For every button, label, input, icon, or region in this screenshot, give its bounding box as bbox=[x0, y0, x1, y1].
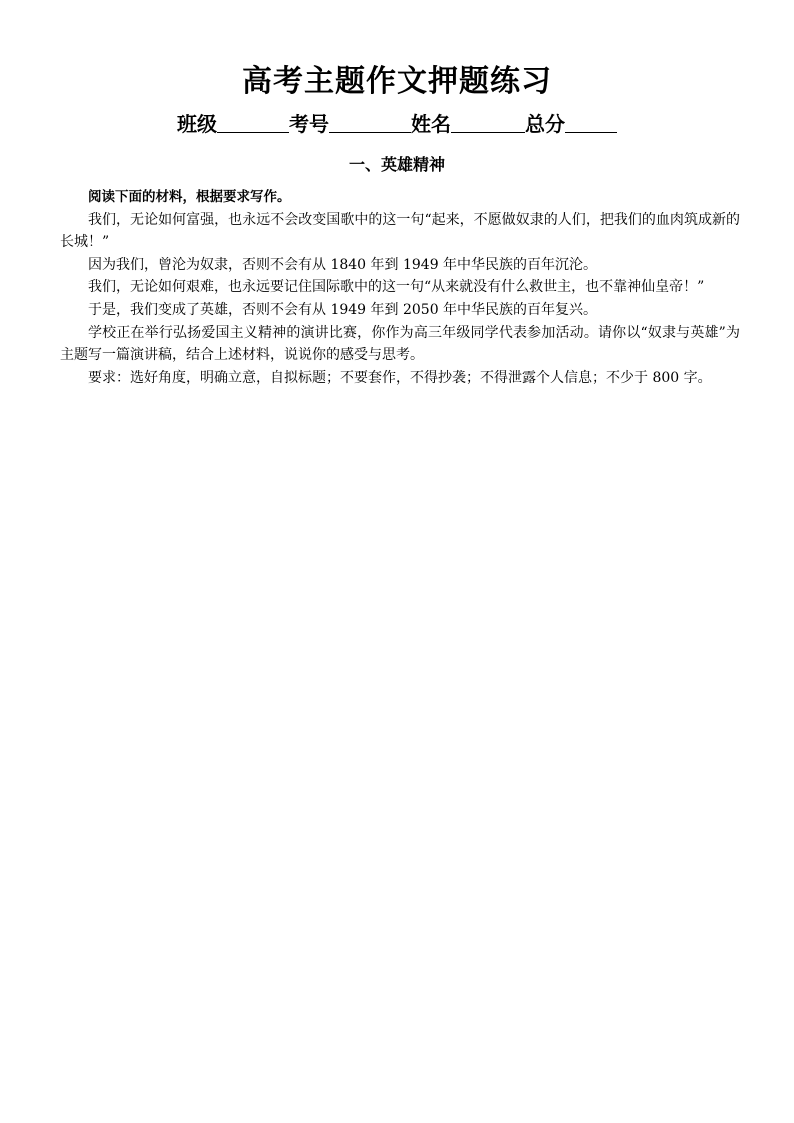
number-blank bbox=[329, 112, 411, 133]
requirements-paragraph: 要求：选好角度，明确立意，自拟标题；不要套作，不得抄袭；不得泄露个人信息；不少于 800 字。 bbox=[88, 369, 712, 386]
name-label: 姓名 bbox=[411, 112, 451, 136]
name-blank bbox=[451, 112, 525, 133]
section-title: 一、英雄精神 bbox=[348, 155, 445, 174]
essay-prompt bbox=[60, 186, 740, 389]
number-label: 考号 bbox=[289, 112, 329, 136]
prompt-instruction: 阅读下面的材料，根据要求写作。 bbox=[88, 189, 291, 205]
material-paragraph-2: 因为我们，曾沦为奴隶，否则不会有从 1840 年到 1949 年中华民族的百年沉沦。 bbox=[88, 256, 598, 273]
score-label: 总分 bbox=[525, 112, 565, 136]
class-label: 班级 bbox=[177, 112, 217, 136]
material-paragraph-1: 我们，无论如何富强，也永远不会改变国歌中的这一句“起来，不愿做奴隶的人们，把我们的血肉筑成新的长城！” bbox=[60, 211, 740, 251]
score-blank bbox=[565, 112, 617, 133]
student-info-line bbox=[0, 110, 794, 138]
document-title: 高考主题作文押题练习 bbox=[242, 64, 552, 99]
material-paragraph-4: 于是，我们变成了英雄，否则不会有从 1949 年到 2050 年中华民族的百年复兴。 bbox=[88, 301, 598, 318]
material-paragraph-3: 我们，无论如何艰难，也永远要记住国际歌中的这一句“从来就没有什么救世主，也不靠神仙皇帝！” bbox=[88, 279, 705, 296]
task-paragraph: 学校正在举行弘扬爱国主义精神的演讲比赛，你作为高三年级同学代表参加活动。请你以“奴隶与英雄”为主题写一篇演讲稿，结合上述材料，说说你的感受与思考。 bbox=[60, 324, 740, 364]
class-blank bbox=[217, 112, 289, 133]
